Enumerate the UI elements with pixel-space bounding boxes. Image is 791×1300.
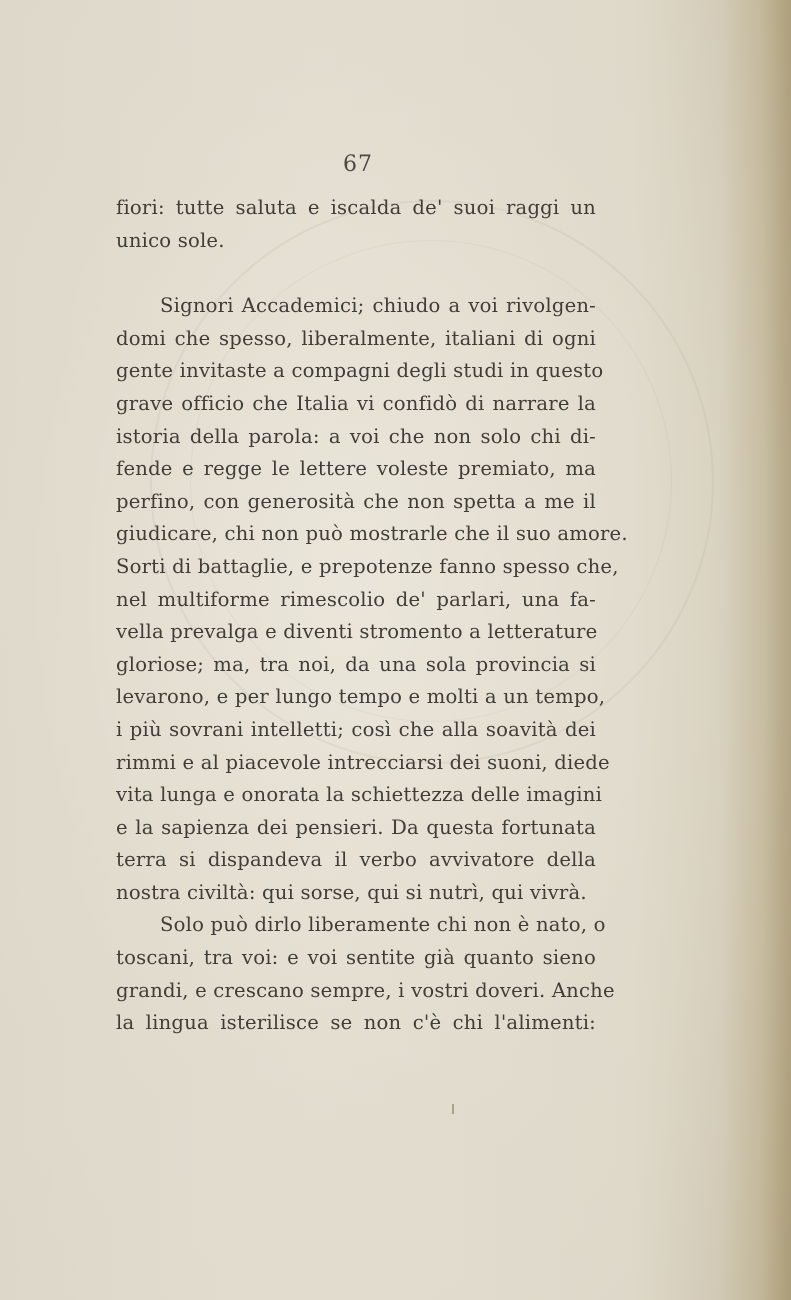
text-line: perfino, con generosità che non spetta a me il bbox=[116, 489, 596, 513]
text-line: grandi, e crescano sempre, i vostri doveri. Anche bbox=[116, 978, 615, 1002]
text-line: unico sole. bbox=[116, 228, 225, 252]
text-line: gente invitaste a compagni degli studi in questo bbox=[116, 359, 604, 383]
text-line: vita lunga e onorata la schiettezza delle imagini bbox=[116, 783, 603, 807]
paper-speck bbox=[452, 1104, 454, 1114]
text-line: toscani, tra voi: e voi sentite già quanto sieno bbox=[116, 946, 596, 970]
text-line: nel multiforme rimescolio de' parlari, una fa- bbox=[116, 587, 596, 611]
page-number: 67 bbox=[343, 152, 373, 177]
text-line: terra si dispandeva il verbo avvivatore della bbox=[116, 848, 596, 872]
text-line: grave officio che Italia vi confidò di narrare la bbox=[116, 391, 596, 415]
text-line: giudicare, chi non può mostrarle che il suo amore. bbox=[116, 522, 628, 546]
text-line: gloriose; ma, tra noi, da una sola provincia si bbox=[116, 652, 596, 676]
text-line: levarono, e per lungo tempo e molti a un tempo, bbox=[116, 685, 606, 709]
text-line: vella prevalga e diventi stromento a letterature bbox=[116, 620, 598, 644]
page-edge-stain bbox=[721, 0, 791, 1300]
text-line: rimmi e al piacevole intrecciarsi dei suoni, diede bbox=[116, 750, 610, 774]
text-line: nostra civiltà: qui sorse, qui si nutrì, qui vivrà. bbox=[116, 880, 587, 904]
text-line: fende e regge le lettere voleste premiato, ma bbox=[116, 457, 596, 481]
body-text bbox=[116, 192, 628, 1040]
text-line: Solo può dirlo liberamente chi non è nato, o bbox=[160, 913, 606, 937]
text-line: domi che spesso, liberalmente, italiani di ogni bbox=[116, 326, 596, 350]
text-line: e la sapienza dei pensieri. Da questa fortunata bbox=[116, 815, 596, 839]
paragraph-break bbox=[116, 257, 596, 290]
text-line: istoria della parola: a voi che non solo chi di- bbox=[116, 424, 596, 448]
text-line: Signori Accademici; chiudo a voi rivolgen- bbox=[160, 294, 596, 318]
text-line: fiori: tutte saluta e iscalda de' suoi raggi un bbox=[116, 196, 596, 219]
text-line: Sorti di battaglie, e prepotenze fanno spesso che, bbox=[116, 554, 619, 578]
text-line: i più sovrani intelletti; così che alla soavità dei bbox=[116, 717, 596, 741]
text-line: la lingua isterilisce se non c'è chi l'alimenti: bbox=[116, 1011, 596, 1035]
